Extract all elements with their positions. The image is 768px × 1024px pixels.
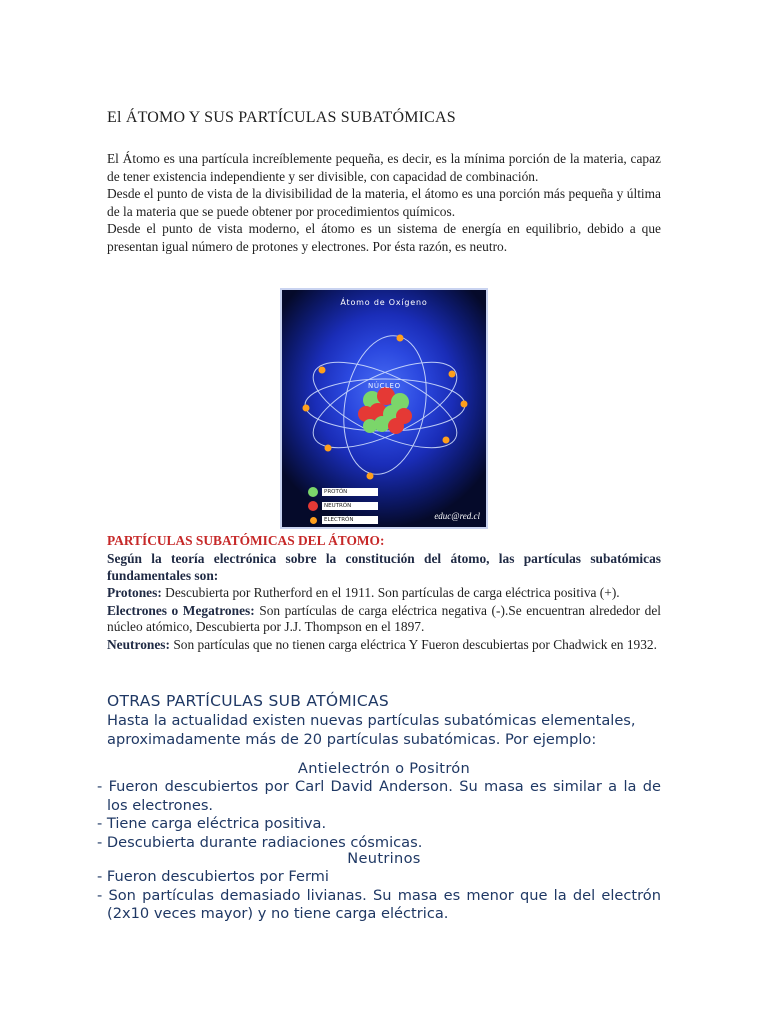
particle-term: Neutrones: xyxy=(107,636,170,652)
legend-electron xyxy=(308,514,378,526)
list-item: - Descubierta durante radiaciones cósmicas. xyxy=(97,833,423,851)
list-item: - Son partículas demasiado livianas. Su masa es menor que la del electrón (2x10 veces mayor) y no tiene carga eléctrica. xyxy=(97,886,661,922)
list-item: - Fueron descubiertos por Fermi xyxy=(97,868,329,885)
intro-paragraph: Desde el punto de vista de la divisibilidad de la materia, el átomo es una porción más pequeña y última de la materia que se puede obtener por procedimientos químicos. xyxy=(107,186,661,219)
proton-icon xyxy=(308,487,318,497)
figure-title: Átomo de Oxígeno xyxy=(340,298,428,307)
particle-item xyxy=(107,585,661,602)
other-particles-heading: OTRAS PARTÍCULAS SUB ATÓMICAS xyxy=(107,692,390,710)
list-item: - Tiene carga eléctrica positiva. xyxy=(97,815,327,832)
legend-label: PROTÓN xyxy=(322,488,378,496)
particle-term: Protones: xyxy=(107,585,162,600)
figure-credit: educ@red.cl xyxy=(434,511,480,521)
other-particles-text: Hasta la actualidad existen nuevas partículas subatómicas elementales, aproximadamente más de 20 partículas subatómicas. Por ejemplo: xyxy=(107,712,636,748)
legend-neutron xyxy=(308,500,378,512)
oxygen-atom-figure xyxy=(280,288,488,529)
particle-term: Electrones o Megatrones: xyxy=(107,602,255,618)
neutrinos-heading: Neutrinos xyxy=(347,850,421,867)
particle-desc: Son partículas que no tienen carga eléctrica Y Fueron descubiertas por Chadwick en 1932. xyxy=(169,636,657,652)
particle-item xyxy=(107,603,661,636)
intro-text xyxy=(107,150,661,256)
legend-proton xyxy=(308,486,378,498)
nucleus xyxy=(358,387,412,434)
legend-label: ELECTRÓN xyxy=(322,516,378,524)
particle-desc: Descubierta por Rutherford en el 1911. Son partículas de carga eléctrica positiva (+). xyxy=(161,585,620,600)
electron-orbit xyxy=(333,329,436,481)
particle-desc: Son partículas de carga eléctrica negativa (-).Se encuentran alrededor del núcleo atómico, Descubierta por J.J. Thompson en el 1897. xyxy=(107,602,661,634)
page-title: El ÁTOMO Y SUS PARTÍCULAS SUBATÓMICAS xyxy=(107,109,456,126)
particle-item xyxy=(107,637,661,654)
antielectron-heading: Antielectrón o Positrón xyxy=(297,760,471,777)
legend-label: NEUTRÓN xyxy=(322,502,378,510)
nucleus-label: NÚCLEO xyxy=(368,382,401,390)
intro-paragraph: El Átomo es una partícula increíblemente pequeña, es decir, es la mínima porción de la materia, capaz de tener existencia independiente y ser divisible, con capacidad de combinación. xyxy=(107,151,661,184)
list-item: - Fueron descubiertos por Carl David Anderson. Su masa es similar a la de los electrones. xyxy=(97,778,661,814)
particles-intro: Según la teoría electrónica sobre la constitución del átomo, las partículas subatómicas fundamentales son: xyxy=(107,551,661,583)
particles-body xyxy=(107,551,661,654)
intro-paragraph: Desde el punto de vista moderno, el átomo es un sistema de energía en equilibrio, debido a que presentan igual número de protones y electrones. Por ésta razón, es neutro. xyxy=(107,221,661,254)
particles-heading: PARTÍCULAS SUBATÓMICAS DEL ÁTOMO: xyxy=(107,533,385,548)
neutron-icon xyxy=(308,501,318,511)
neutrinos-list xyxy=(97,868,661,924)
antielectron-list xyxy=(97,778,661,852)
electron-icon xyxy=(310,517,317,524)
